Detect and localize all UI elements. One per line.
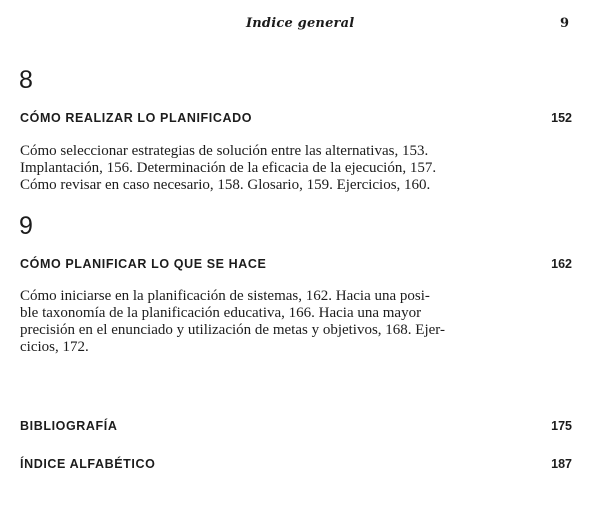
- chapter-heading: [20, 111, 572, 125]
- contents-line: Cómo revisar en caso necesario, 158. Glosario, 159. Ejercicios, 160.: [20, 177, 431, 193]
- contents-line: Implantación, 156. Determinación de la eficacia de la ejecución, 157.: [20, 160, 437, 176]
- running-header-title: Indice general: [246, 16, 355, 31]
- chapter-contents: [20, 288, 520, 356]
- chapter-number: 9: [19, 212, 33, 240]
- chapter-contents: [20, 143, 520, 194]
- contents-line: Cómo seleccionar estrategias de solución entre las alternativas, 153.: [20, 143, 429, 159]
- running-header-page-number: 9: [560, 16, 570, 31]
- chapter-page-number: 152: [551, 111, 572, 125]
- back-matter-title: BIBLIOGRAFÍA: [20, 419, 118, 433]
- contents-line: Cómo iniciarse en la planificación de sistemas, 162. Hacia una posi-: [20, 288, 430, 304]
- contents-line: precisión en el enunciado y utilización de metas y objetivos, 168. Ejer-: [20, 322, 445, 338]
- chapter-page-number: 162: [551, 257, 572, 271]
- contents-line: cicios, 172.: [20, 339, 89, 355]
- chapter-heading: [20, 257, 572, 271]
- chapter-title: CÓMO REALIZAR LO PLANIFICADO: [20, 111, 253, 125]
- contents-line: ble taxonomía de la planificación educativa, 166. Hacia una mayor: [20, 305, 422, 321]
- back-matter-page-number: 187: [551, 457, 572, 471]
- chapter-title: CÓMO PLANIFICAR LO QUE SE HACE: [20, 257, 267, 271]
- chapter-number: 8: [19, 66, 33, 94]
- back-matter-page-number: 175: [551, 419, 572, 433]
- back-matter-entry: [20, 419, 572, 433]
- back-matter-title: ÍNDICE ALFABÉTICO: [20, 457, 156, 471]
- back-matter-entry: [20, 457, 572, 471]
